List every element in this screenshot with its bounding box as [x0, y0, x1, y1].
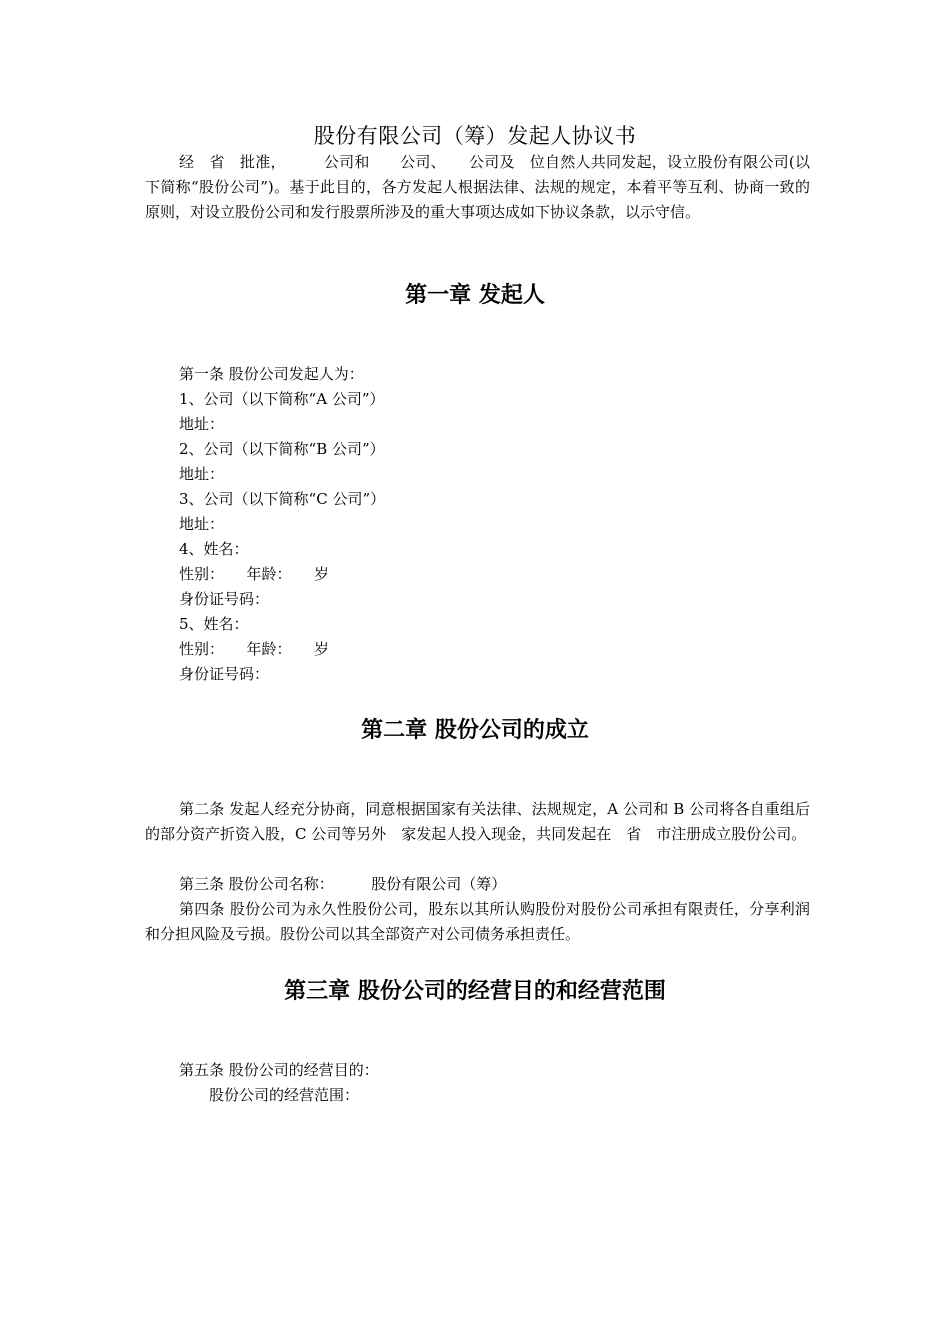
founder-1-address: 地址：	[179, 415, 225, 433]
founder-4-gender-age: 性别： 年龄： 岁	[179, 565, 330, 583]
founder-5-name: 5、姓名：	[179, 615, 249, 633]
preamble-paragraph: 经 省 批准， 公司和 公司、 公司及 位自然人共同发起，设立股份有限公司(以下简称“股份公司”)。基于此目的，各方发起人根据法律、法规的规定，本着平等互利、协商一致的原则，对设立股份公司和发行股票所涉及的重大事项达成如下协议条款，以示守信。	[145, 153, 810, 221]
article-2-paragraph: 第二条 发起人经充分协商，同意根据国家有关法律、法规规定，A 公司和 B 公司将各自重组后的部分资产折资入股，C 公司等另外 家发起人投入现金，共同发起在 省 市注册成立股份公司。	[145, 800, 810, 843]
founder-4-name: 4、姓名：	[179, 540, 249, 558]
article-3-line: 第三条 股份公司名称： 股份有限公司（筹）	[179, 875, 507, 893]
founder-2-line: 2、公司（以下简称“B 公司”）	[179, 440, 385, 458]
chapter-1-heading: 第一章 发起人	[405, 283, 545, 308]
founder-4-id: 身份证号码：	[179, 590, 270, 608]
chapter-3-heading: 第三章 股份公司的经营目的和经营范围	[284, 979, 666, 1004]
founder-3-address: 地址：	[179, 515, 225, 533]
founder-5-gender-age: 性别： 年龄： 岁	[179, 640, 330, 658]
article-4-paragraph: 第四条 股份公司为永久性股份公司，股东以其所认购股份对股份公司承担有限责任，分享利润和分担风险及亏损。股份公司以其全部资产对公司债务承担责任。	[145, 900, 810, 943]
article-5-line: 第五条 股份公司的经营目的：	[179, 1061, 379, 1079]
business-scope-line: 股份公司的经营范围：	[209, 1086, 360, 1104]
article-1-line: 第一条 股份公司发起人为：	[179, 365, 364, 383]
founder-1-line: 1、公司（以下简称“A 公司”）	[179, 390, 385, 408]
founder-2-address: 地址：	[179, 465, 225, 483]
founder-3-line: 3、公司（以下简称“C 公司”）	[179, 490, 386, 508]
founder-5-id: 身份证号码：	[179, 665, 270, 683]
document-title: 股份有限公司（筹）发起人协议书	[313, 124, 637, 148]
chapter-2-heading: 第二章 股份公司的成立	[361, 718, 589, 743]
